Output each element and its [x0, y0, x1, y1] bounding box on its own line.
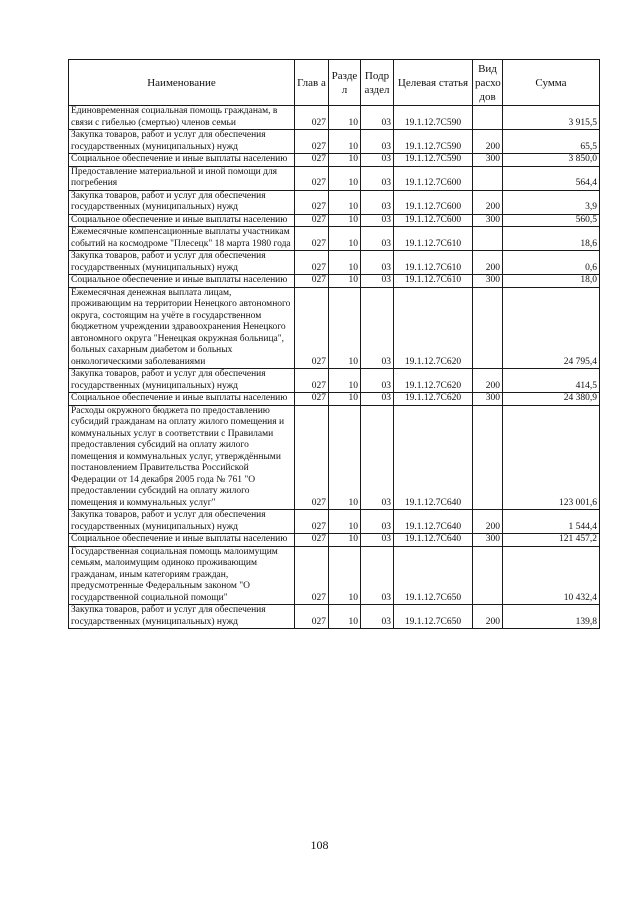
cell-name: Социальное обеспечение и иные выплаты населению: [69, 154, 295, 167]
cell-subsection: 03: [361, 106, 394, 130]
cell-subsection: 03: [361, 214, 394, 227]
cell-name: Расходы окружного бюджета по предоставлению субсидий гражданам на оплату жилого помещения и коммунальных услуг в соответствии с Правилами предоставления субсидий на оплату жилого помещения и коммунальных услуг, утверждёнными постановлением Правительства Российской Федерации от 14 декабря 2005 года № 761 "О предоставлении субсидий на оплату жилого помещения и коммунальных услуг": [69, 405, 295, 510]
cell-amount: 10 432,4: [503, 546, 600, 605]
budget-table: [68, 59, 600, 629]
cell-section: 10: [329, 275, 361, 288]
cell-expense-type: 200: [473, 251, 503, 275]
cell-target: 19.1.12.7С620: [394, 369, 473, 393]
cell-name: Социальное обеспечение и иные выплаты населению: [69, 534, 295, 547]
cell-target: 19.1.12.7С610: [394, 251, 473, 275]
cell-section: 10: [329, 190, 361, 214]
header-name: Наименование: [69, 60, 295, 106]
cell-subsection: 03: [361, 369, 394, 393]
cell-subsection: 03: [361, 275, 394, 288]
cell-expense-type: 200: [473, 130, 503, 154]
cell-target: 19.1.12.7С610: [394, 275, 473, 288]
table-row: [69, 405, 600, 510]
cell-expense-type: [473, 106, 503, 130]
cell-target: 19.1.12.7С590: [394, 130, 473, 154]
cell-chapter: 027: [295, 251, 329, 275]
cell-amount: 3 850,0: [503, 154, 600, 167]
cell-expense-type: 200: [473, 190, 503, 214]
cell-amount: 3,9: [503, 190, 600, 214]
table-row: [69, 214, 600, 227]
header-subsection: Подр аздел: [361, 60, 394, 106]
cell-amount: 3 915,5: [503, 106, 600, 130]
cell-subsection: 03: [361, 287, 394, 369]
header-section: Разде л: [329, 60, 361, 106]
cell-target: 19.1.12.7С620: [394, 393, 473, 406]
cell-name: Закупка товаров, работ и услуг для обеспечения государственных (муниципальных) нужд: [69, 510, 295, 534]
cell-amount: 18,6: [503, 227, 600, 251]
cell-expense-type: [473, 405, 503, 510]
cell-expense-type: 300: [473, 275, 503, 288]
cell-amount: 24 795,4: [503, 287, 600, 369]
header-row: [69, 60, 600, 106]
cell-name: Закупка товаров, работ и услуг для обеспечения государственных (муниципальных) нужд: [69, 251, 295, 275]
cell-target: 19.1.12.7С610: [394, 227, 473, 251]
table-row: [69, 130, 600, 154]
table-row: [69, 275, 600, 288]
cell-subsection: 03: [361, 251, 394, 275]
cell-chapter: 027: [295, 275, 329, 288]
cell-subsection: 03: [361, 534, 394, 547]
table-row: [69, 251, 600, 275]
header-amount: Сумма: [503, 60, 600, 106]
table-row: [69, 227, 600, 251]
cell-amount: 564,4: [503, 166, 600, 190]
cell-target: 19.1.12.7С640: [394, 534, 473, 547]
table-header: [69, 60, 600, 106]
table-row: [69, 190, 600, 214]
cell-name: Социальное обеспечение и иные выплаты населению: [69, 275, 295, 288]
cell-amount: 1 544,4: [503, 510, 600, 534]
table-row: [69, 546, 600, 605]
table-row: [69, 393, 600, 406]
cell-name: Государственная социальная помощь малоимущим семьям, малоимущим одиноко проживающим гражданам, иным категориям граждан, предусмотренные Федеральным законом "О государственной социальной помощи": [69, 546, 295, 605]
cell-section: 10: [329, 251, 361, 275]
cell-section: 10: [329, 287, 361, 369]
cell-chapter: 027: [295, 166, 329, 190]
cell-section: 10: [329, 154, 361, 167]
cell-section: 10: [329, 534, 361, 547]
cell-expense-type: 300: [473, 214, 503, 227]
cell-chapter: 027: [295, 534, 329, 547]
cell-section: 10: [329, 166, 361, 190]
cell-amount: 139,8: [503, 605, 600, 629]
header-chapter: Глав а: [295, 60, 329, 106]
cell-subsection: 03: [361, 405, 394, 510]
cell-name: Социальное обеспечение и иные выплаты населению: [69, 214, 295, 227]
cell-section: 10: [329, 510, 361, 534]
cell-chapter: 027: [295, 227, 329, 251]
cell-section: 10: [329, 227, 361, 251]
cell-amount: 560,5: [503, 214, 600, 227]
cell-name: Закупка товаров, работ и услуг для обеспечения государственных (муниципальных) нужд: [69, 369, 295, 393]
cell-name: Социальное обеспечение и иные выплаты населению: [69, 393, 295, 406]
cell-expense-type: 200: [473, 369, 503, 393]
cell-section: 10: [329, 546, 361, 605]
cell-expense-type: [473, 166, 503, 190]
cell-chapter: 027: [295, 510, 329, 534]
cell-name: Ежемесячные компенсационные выплаты участникам событий на космодроме "Плесецк" 18 марта 1980 года: [69, 227, 295, 251]
cell-section: 10: [329, 130, 361, 154]
cell-target: 19.1.12.7С650: [394, 605, 473, 629]
cell-expense-type: 200: [473, 510, 503, 534]
cell-name: Ежемесячная денежная выплата лицам, проживающим на территории Ненецкого автономного округа, состоящим на учёте в государственном бюджетном учреждении здравоохранения Ненецкого автономного округа "Ненецкая окружная больница", больных сахарным диабетом и больных онкологическими заболеваниями: [69, 287, 295, 369]
cell-target: 19.1.12.7С600: [394, 166, 473, 190]
header-target: Целевая статья: [394, 60, 473, 106]
cell-subsection: 03: [361, 227, 394, 251]
cell-expense-type: 300: [473, 154, 503, 167]
cell-name: Закупка товаров, работ и услуг для обеспечения государственных (муниципальных) нужд: [69, 605, 295, 629]
table-body: [69, 106, 600, 629]
cell-expense-type: [473, 546, 503, 605]
table-row: [69, 166, 600, 190]
cell-amount: 24 380,9: [503, 393, 600, 406]
header-expense-type: Вид расхо дов: [473, 60, 503, 106]
cell-subsection: 03: [361, 130, 394, 154]
cell-amount: 123 001,6: [503, 405, 600, 510]
cell-section: 10: [329, 393, 361, 406]
cell-target: 19.1.12.7С590: [394, 154, 473, 167]
cell-chapter: 027: [295, 405, 329, 510]
cell-chapter: 027: [295, 190, 329, 214]
cell-expense-type: [473, 287, 503, 369]
cell-name: Единовременная социальная помощь гражданам, в связи с гибелью (смертью) членов семьи: [69, 106, 295, 130]
cell-subsection: 03: [361, 190, 394, 214]
cell-expense-type: 200: [473, 605, 503, 629]
cell-section: 10: [329, 605, 361, 629]
cell-amount: 414,5: [503, 369, 600, 393]
cell-expense-type: 300: [473, 393, 503, 406]
cell-chapter: 027: [295, 214, 329, 227]
cell-chapter: 027: [295, 287, 329, 369]
cell-chapter: 027: [295, 546, 329, 605]
cell-subsection: 03: [361, 605, 394, 629]
table-row: [69, 154, 600, 167]
cell-amount: 18,0: [503, 275, 600, 288]
cell-target: 19.1.12.7С600: [394, 214, 473, 227]
table-row: [69, 106, 600, 130]
table-row: [69, 510, 600, 534]
cell-section: 10: [329, 369, 361, 393]
table-row: [69, 287, 600, 369]
cell-amount: 65,5: [503, 130, 600, 154]
cell-target: 19.1.12.7С590: [394, 106, 473, 130]
cell-subsection: 03: [361, 166, 394, 190]
cell-expense-type: 300: [473, 534, 503, 547]
cell-section: 10: [329, 106, 361, 130]
cell-name: Закупка товаров, работ и услуг для обеспечения государственных (муниципальных) нужд: [69, 130, 295, 154]
cell-name: Закупка товаров, работ и услуг для обеспечения государственных (муниципальных) нужд: [69, 190, 295, 214]
cell-expense-type: [473, 227, 503, 251]
cell-subsection: 03: [361, 546, 394, 605]
cell-amount: 121 457,2: [503, 534, 600, 547]
cell-chapter: 027: [295, 154, 329, 167]
cell-amount: 0,6: [503, 251, 600, 275]
cell-chapter: 027: [295, 605, 329, 629]
cell-section: 10: [329, 214, 361, 227]
cell-target: 19.1.12.7С640: [394, 405, 473, 510]
cell-target: 19.1.12.7С640: [394, 510, 473, 534]
cell-subsection: 03: [361, 154, 394, 167]
cell-chapter: 027: [295, 393, 329, 406]
table-row: [69, 534, 600, 547]
cell-chapter: 027: [295, 130, 329, 154]
cell-subsection: 03: [361, 393, 394, 406]
cell-section: 10: [329, 405, 361, 510]
cell-chapter: 027: [295, 106, 329, 130]
page-number: 108: [310, 838, 329, 852]
table-row: [69, 369, 600, 393]
cell-target: 19.1.12.7С620: [394, 287, 473, 369]
table-row: [69, 605, 600, 629]
cell-name: Предоставление материальной и иной помощи для погребения: [69, 166, 295, 190]
cell-target: 19.1.12.7С600: [394, 190, 473, 214]
cell-subsection: 03: [361, 510, 394, 534]
cell-chapter: 027: [295, 369, 329, 393]
cell-target: 19.1.12.7С650: [394, 546, 473, 605]
